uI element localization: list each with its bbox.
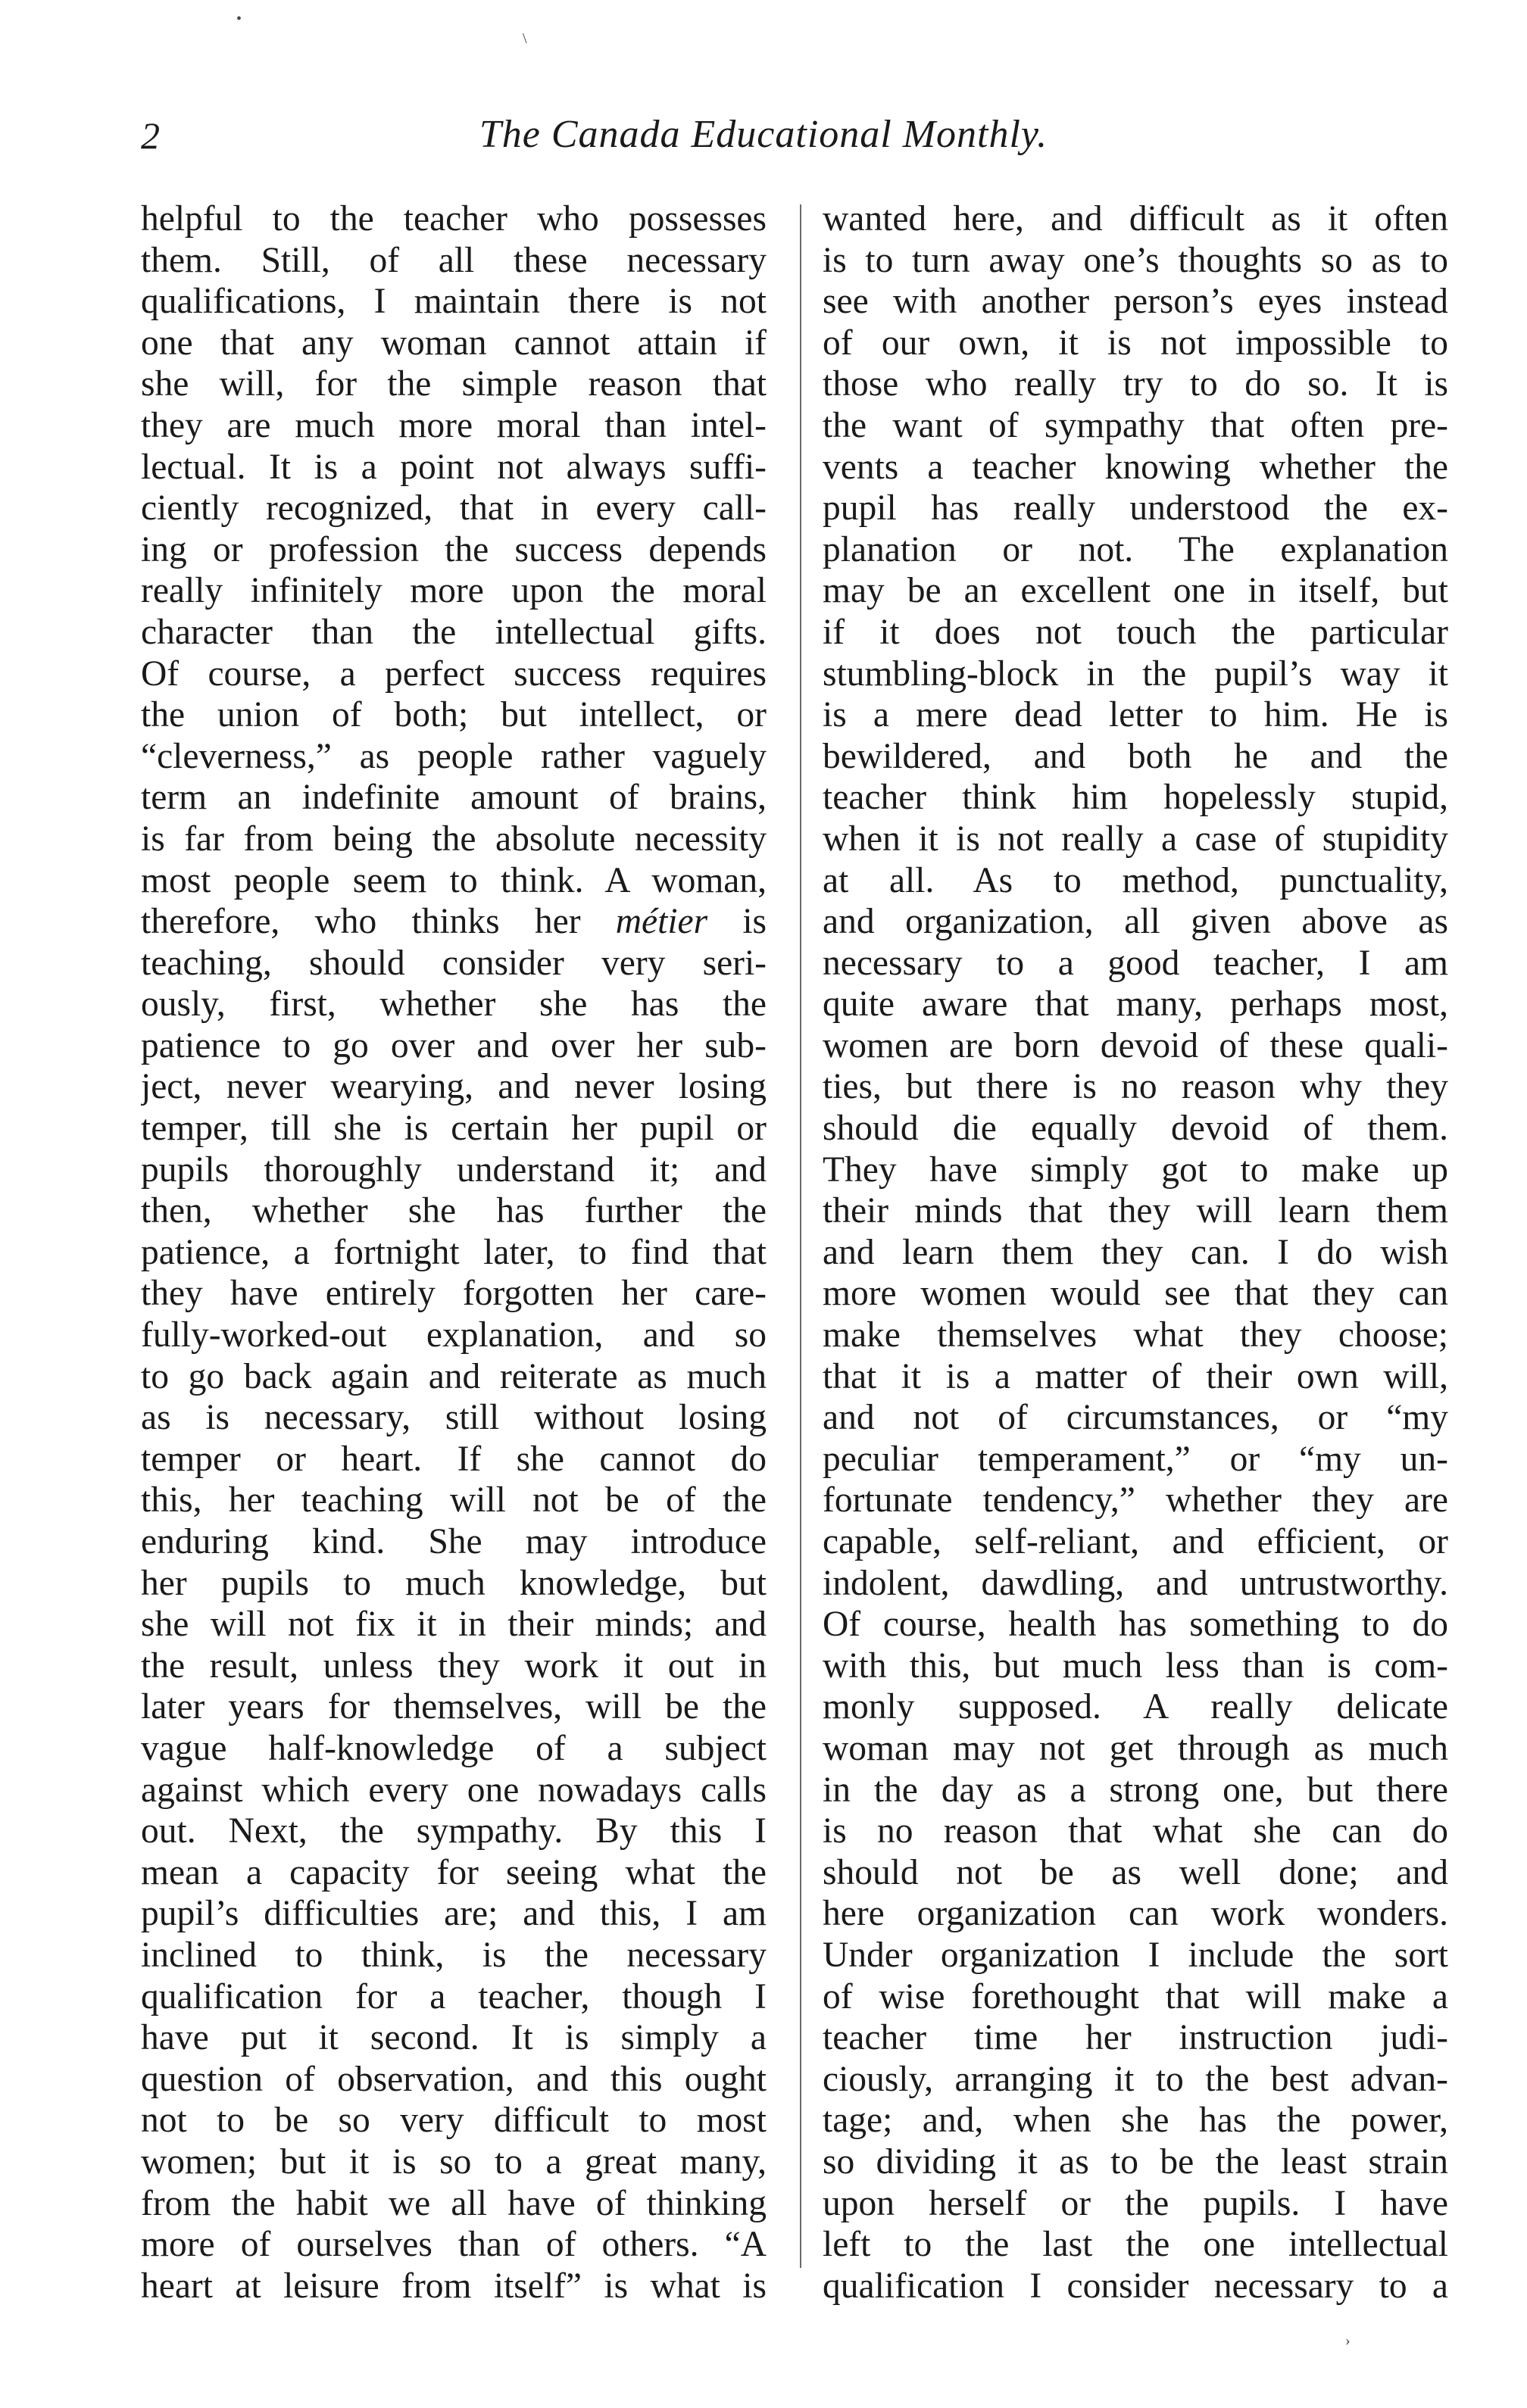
- text-line: as is necessary, still without losing: [141, 1398, 767, 1438]
- text-line: enduring kind. She may introduce: [141, 1522, 767, 1561]
- text-line: capable, self-reliant, and efficient, or: [823, 1522, 1448, 1561]
- scan-speck: •: [236, 11, 242, 27]
- text-line: ciously, arranging it to the best advan-: [823, 2059, 1448, 2099]
- text-line: is no reason that what she can do: [823, 1811, 1448, 1851]
- text-line: term an indefinite amount of brains,: [141, 778, 767, 818]
- text-line: vague half-knowledge of a subject: [141, 1728, 767, 1768]
- text-line: patience to go over and over her sub-: [141, 1025, 767, 1065]
- text-line: that it is a matter of their own will,: [823, 1356, 1448, 1396]
- text-line: those who really try to do so. It is: [823, 364, 1448, 404]
- running-title: The Canada Educational Monthly.: [479, 113, 1048, 156]
- text-line: Of course, a perfect success requires: [141, 653, 767, 694]
- text-line: “cleverness,” as people rather vaguely: [141, 736, 767, 776]
- text-line: therefore, who thinks her métier is: [141, 902, 767, 942]
- column-left: [141, 198, 767, 2307]
- text-line: later years for themselves, will be the: [141, 1687, 767, 1727]
- text-line: qualification I consider necessary to a: [823, 2266, 1448, 2306]
- text-line: here organization can work wonders.: [823, 1894, 1448, 1934]
- text-line: They have simply got to make up: [823, 1149, 1448, 1190]
- column-rule: [800, 204, 801, 2268]
- text-line: should not be as well done; and: [823, 1852, 1448, 1892]
- text-line: she will, for the simple reason that: [141, 364, 767, 404]
- text-line: teacher think him hopelessly stupid,: [823, 778, 1448, 818]
- text-line: her pupils to much knowledge, but: [141, 1563, 767, 1603]
- text-line: they are much more moral than intel-: [141, 405, 767, 445]
- text-line: planation or not. The explanation: [823, 529, 1448, 569]
- text-line: fully-worked-out explanation, and so: [141, 1315, 767, 1355]
- text-line: the union of both; but intellect, or: [141, 695, 767, 735]
- text-line: stumbling-block in the pupil’s way it: [823, 653, 1448, 694]
- text-line: ciently recognized, that in every call-: [141, 488, 767, 529]
- text-line: necessary to a good teacher, I am: [823, 943, 1448, 983]
- text-line: then, whether she has further the: [141, 1191, 767, 1231]
- text-line: qualification for a teacher, though I: [141, 1976, 767, 2017]
- text-line: them. Still, of all these necessary: [141, 240, 767, 280]
- text-line: ties, but there is no reason why they: [823, 1067, 1448, 1107]
- text-line: ously, first, whether she has the: [141, 984, 767, 1025]
- text-line: have put it second. It is simply a: [141, 2018, 767, 2058]
- text-line: so dividing it as to be the least strain: [823, 2141, 1448, 2182]
- text-line: heart at leisure from itself” is what is: [141, 2266, 767, 2306]
- text-line: see with another person’s eyes instead: [823, 282, 1448, 322]
- text-line: their minds that they will learn them: [823, 1191, 1448, 1231]
- text-line: ject, never wearying, and never losing: [141, 1067, 767, 1107]
- text-line: mean a capacity for seeing what the: [141, 1852, 767, 1892]
- text-line: from the habit we all have of thinking: [141, 2183, 767, 2223]
- text-line: quite aware that many, perhaps most,: [823, 984, 1448, 1025]
- text-line: lectual. It is a point not always suffi-: [141, 447, 767, 487]
- text-line: and organization, all given above as: [823, 902, 1448, 942]
- text-line: teacher time her instruction judi-: [823, 2018, 1448, 2058]
- text-line: may be an excellent one in itself, but: [823, 571, 1448, 611]
- text-line: pupil has really understood the ex-: [823, 488, 1448, 529]
- text-line: inclined to think, is the necessary: [141, 1935, 767, 1975]
- text-line: monly supposed. A really delicate: [823, 1687, 1448, 1727]
- text-line: temper, till she is certain her pupil or: [141, 1109, 767, 1149]
- text-line: women; but it is so to a great many,: [141, 2141, 767, 2182]
- italic-word: métier: [615, 902, 708, 942]
- text-line: patience, a fortnight later, to find that: [141, 1232, 767, 1272]
- text-line: temper or heart. If she cannot do: [141, 1439, 767, 1479]
- text-line: more of ourselves than of others. “A: [141, 2225, 767, 2265]
- text-line: vents a teacher knowing whether the: [823, 447, 1448, 487]
- text-line: Under organization I include the sort: [823, 1935, 1448, 1975]
- text-line: against which every one nowadays calls: [141, 1770, 767, 1810]
- text-line: not to be so very difficult to most: [141, 2101, 767, 2141]
- text-line: pupil’s difficulties are; and this, I am: [141, 1894, 767, 1934]
- text-line: most people seem to think. A woman,: [141, 860, 767, 900]
- text-line: women are born devoid of these quali-: [823, 1025, 1448, 1065]
- scan-speck: \: [523, 30, 527, 47]
- text-line: left to the last the one intellectual: [823, 2225, 1448, 2265]
- text-line: should die equally devoid of them.: [823, 1109, 1448, 1149]
- text-line: and not of circumstances, or “my: [823, 1398, 1448, 1438]
- scan-speck: ›: [1345, 2332, 1351, 2349]
- text-line: if it does not touch the particular: [823, 612, 1448, 652]
- text-line: one that any woman cannot attain if: [141, 323, 767, 363]
- text-line: fortunate tendency,” whether they are: [823, 1480, 1448, 1521]
- text-line: of wise forethought that will make a: [823, 1976, 1448, 2017]
- text-line: the want of sympathy that often pre-: [823, 405, 1448, 445]
- text-line: bewildered, and both he and the: [823, 736, 1448, 776]
- text-line: ing or profession the success depends: [141, 529, 767, 569]
- text-line: she will not fix it in their minds; and: [141, 1605, 767, 1645]
- column-right: [823, 198, 1448, 2307]
- text-line: of our own, it is not impossible to: [823, 323, 1448, 363]
- text-line: helpful to the teacher who possesses: [141, 199, 767, 239]
- text-line: tage; and, when she has the power,: [823, 2101, 1448, 2141]
- text-line: when it is not really a case of stupidity: [823, 819, 1448, 859]
- text-line: indolent, dawdling, and untrustworthy.: [823, 1563, 1448, 1603]
- text-line: to go back again and reiterate as much: [141, 1356, 767, 1396]
- text-line: the result, unless they work it out in: [141, 1645, 767, 1686]
- text-line: peculiar temperament,” or “my un-: [823, 1439, 1448, 1479]
- text-line: at all. As to method, punctuality,: [823, 860, 1448, 900]
- text-line: woman may not get through as much: [823, 1728, 1448, 1768]
- text-line: character than the intellectual gifts.: [141, 612, 767, 652]
- text-line: in the day as a strong one, but there: [823, 1770, 1448, 1810]
- text-line: teaching, should consider very seri-: [141, 943, 767, 983]
- text-line: and learn them they can. I do wish: [823, 1232, 1448, 1272]
- text-line: this, her teaching will not be of the: [141, 1480, 767, 1521]
- text-line: out. Next, the sympathy. By this I: [141, 1811, 767, 1851]
- text-line: is far from being the absolute necessity: [141, 819, 767, 859]
- text-line: with this, but much less than is com-: [823, 1645, 1448, 1686]
- text-line: Of course, health has something to do: [823, 1605, 1448, 1645]
- text-line: upon herself or the pupils. I have: [823, 2183, 1448, 2223]
- text-line: is a mere dead letter to him. He is: [823, 695, 1448, 735]
- text-line: wanted here, and difficult as it often: [823, 199, 1448, 239]
- text-line: make themselves what they choose;: [823, 1315, 1448, 1355]
- text-line: they have entirely forgotten her care-: [141, 1274, 767, 1314]
- text-line: more women would see that they can: [823, 1274, 1448, 1314]
- text-line: question of observation, and this ought: [141, 2059, 767, 2099]
- text-line: qualifications, I maintain there is not: [141, 282, 767, 322]
- text-line: really infinitely more upon the moral: [141, 571, 767, 611]
- text-line: is to turn away one’s thoughts so as to: [823, 240, 1448, 280]
- text-line: pupils thoroughly understand it; and: [141, 1149, 767, 1190]
- page-number: 2: [141, 114, 160, 157]
